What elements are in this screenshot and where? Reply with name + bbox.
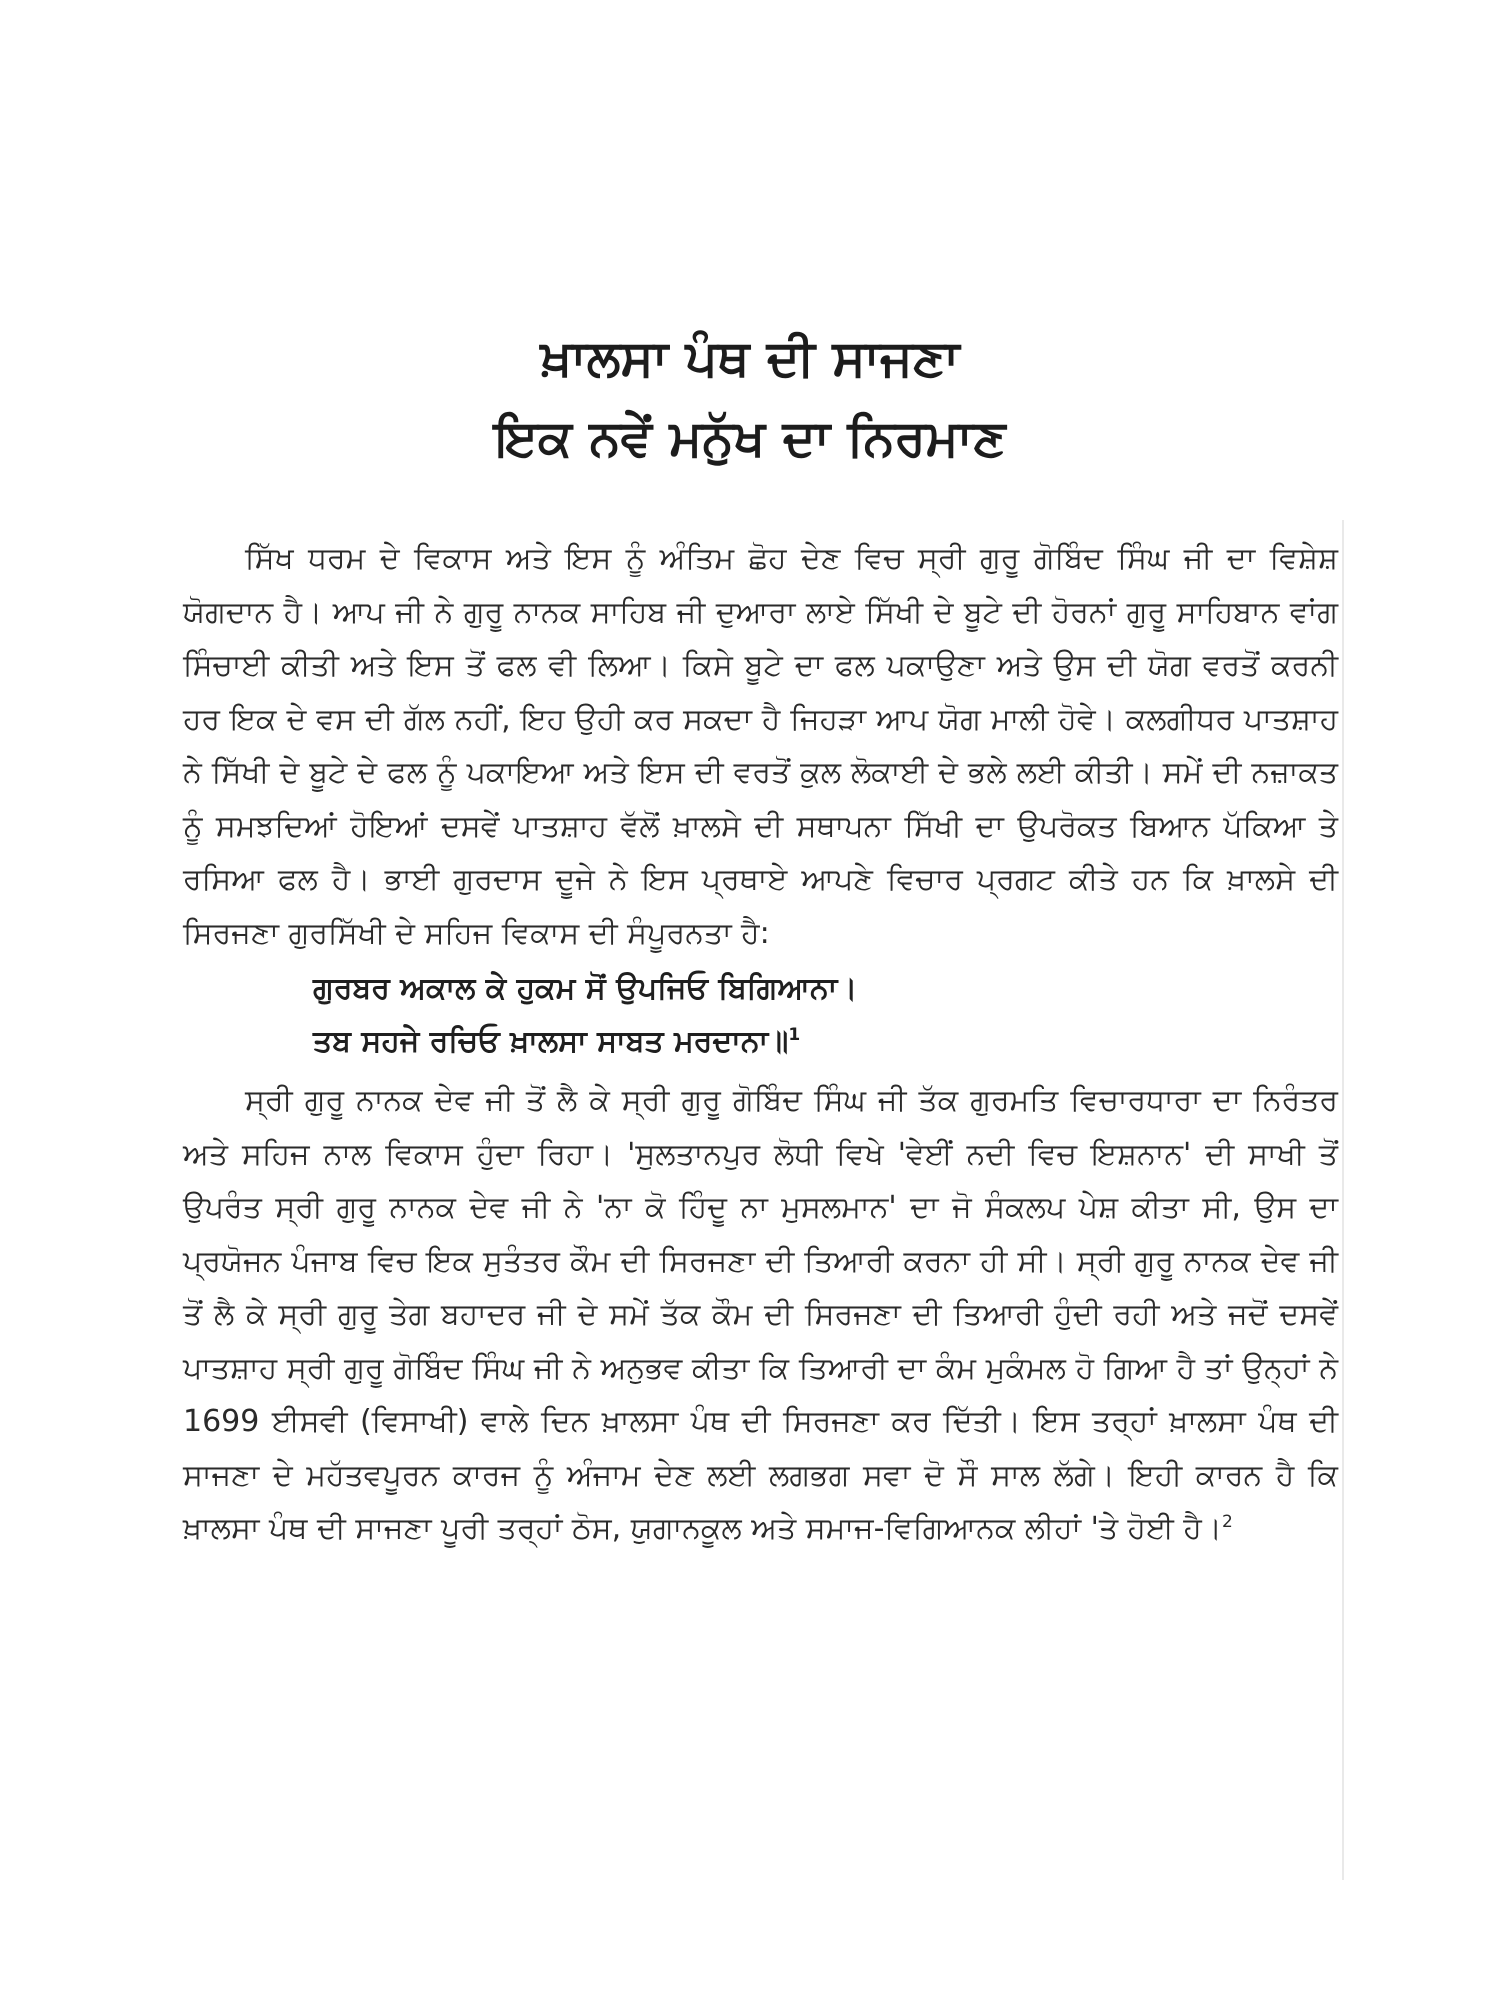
footnote-ref-1: 1 — [788, 1025, 801, 1045]
footnote-ref-2: 2 — [1222, 1512, 1233, 1532]
paragraph-1: ਸਿੱਖ ਧਰਮ ਦੇ ਵਿਕਾਸ ਅਤੇ ਇਸ ਨੂੰ ਅੰਤਿਮ ਛੋਹ ਦੇਣ ਵਿਚ ਸ੍ਰੀ ਗੁਰੂ ਗੋਬਿੰਦ ਸਿੰਘ ਜੀ ਦਾ ਵਿਸ਼ੇਸ਼ ਯੋਗਦਾਨ ਹੈ। ਆਪ ਜੀ ਨੇ ਗੁਰੂ ਨਾਨਕ ਸਾਹਿਬ ਜੀ ਦੁਆਰਾ ਲਾਏ ਸਿੱਖੀ ਦੇ ਬੂਟੇ ਦੀ ਹੋਰਨਾਂ ਗੁਰੂ ਸਾਹਿਬਾਨ ਵਾਂਗ ਸਿੰਚਾਈ ਕੀਤੀ ਅਤੇ ਇਸ ਤੋਂ ਫਲ ਵੀ ਲਿਆ। ਕਿਸੇ ਬੂਟੇ ਦਾ ਫਲ ਪਕਾਉਣਾ ਅਤੇ ਉਸ ਦੀ ਯੋਗ ਵਰਤੋਂ ਕਰਨੀ ਹਰ ਇਕ ਦੇ ਵਸ ਦੀ ਗੱਲ ਨਹੀਂ, ਇਹ ਉਹੀ ਕਰ ਸਕਦਾ ਹੈ ਜਿਹੜਾ ਆਪ ਯੋਗ ਮਾਲੀ ਹੋਵੇ। ਕਲਗੀਧਰ ਪਾਤਸ਼ਾਹ ਨੇ ਸਿੱਖੀ ਦੇ ਬੂਟੇ ਦੇ ਫਲ ਨੂੰ ਪਕਾਇਆ ਅਤੇ ਇਸ ਦੀ ਵਰਤੋਂ ਕੁਲ ਲੋਕਾਈ ਦੇ ਭਲੇ ਲਈ ਕੀਤੀ। ਸਮੇਂ ਦੀ ਨਜ਼ਾਕਤ ਨੂੰ ਸਮਝਦਿਆਂ ਹੋਇਆਂ ਦਸਵੇਂ ਪਾਤਸ਼ਾਹ ਵੱਲੋਂ ਖ਼ਾਲਸੇ ਦੀ ਸਥਾਪਨਾ ਸਿੱਖੀ ਦਾ ਉਪਰੋਕਤ ਬਿਆਨ ਪੱਕਿਆ ਤੇ ਰਸਿਆ ਫਲ ਹੈ। ਭਾਈ ਗੁਰਦਾਸ ਦੂਜੇ ਨੇ ਇਸ ਪ੍ਰਥਾਏ ਆਪਣੇ ਵਿਚਾਰ ਪ੍ਰਗਟ ਕੀਤੇ ਹਨ ਕਿ ਖ਼ਾਲਸੇ ਦੀ ਸਿਰਜਣਾ ਗੁਰਸਿੱਖੀ ਦੇ ਸਹਿਜ ਵਿਕਾਸ ਦੀ ਸੰਪੂਰਨਤਾ ਹੈ: — [183, 541, 1338, 951]
verse-line-2-text: ਤਬ ਸਹਜੇ ਰਚਿਓ ਖ਼ਾਲਸਾ ਸਾਬਤ ਮਰਦਾਨਾ॥ — [313, 1024, 789, 1059]
verse-line-1: ਗੁਰਬਰ ਅਕਾਲ ਕੇ ਹੁਕਮ ਸੋਂ ਉਪਜਿਓ ਬਿਗਿਆਨਾ। — [313, 971, 858, 1006]
chapter-title-line-1: ਖ਼ਾਲਸਾ ਪੰਥ ਦੀ ਸਾਜਣਾ — [540, 329, 960, 387]
verse-quote — [183, 962, 1338, 1068]
page-edge-shadow — [1342, 520, 1344, 1880]
paragraph-2 — [183, 1074, 1338, 1556]
paragraph-2-text: ਸ੍ਰੀ ਗੁਰੂ ਨਾਨਕ ਦੇਵ ਜੀ ਤੋਂ ਲੈ ਕੇ ਸ੍ਰੀ ਗੁਰੂ ਗੋਬਿੰਦ ਸਿੰਘ ਜੀ ਤੱਕ ਗੁਰਮਤਿ ਵਿਚਾਰਧਾਰਾ ਦਾ ਨਿਰੰਤਰ ਅਤੇ ਸਹਿਜ ਨਾਲ ਵਿਕਾਸ ਹੁੰਦਾ ਰਿਹਾ। 'ਸੁਲਤਾਨਪੁਰ ਲੋਧੀ ਵਿਖੇ 'ਵੇਈਂ ਨਦੀ ਵਿਚ ਇਸ਼ਨਾਨ' ਦੀ ਸਾਖੀ ਤੋਂ ਉਪਰੰਤ ਸ੍ਰੀ ਗੁਰੂ ਨਾਨਕ ਦੇਵ ਜੀ ਨੇ 'ਨਾ ਕੋ ਹਿੰਦੂ ਨਾ ਮੁਸਲਮਾਨ' ਦਾ ਜੋ ਸੰਕਲਪ ਪੇਸ਼ ਕੀਤਾ ਸੀ, ਉਸ ਦਾ ਪ੍ਰਯੋਜਨ ਪੰਜਾਬ ਵਿਚ ਇਕ ਸੁਤੰਤਰ ਕੌਮ ਦੀ ਸਿਰਜਣਾ ਦੀ ਤਿਆਰੀ ਕਰਨਾ ਹੀ ਸੀ। ਸ੍ਰੀ ਗੁਰੂ ਨਾਨਕ ਦੇਵ ਜੀ ਤੋਂ ਲੈ ਕੇ ਸ੍ਰੀ ਗੁਰੂ ਤੇਗ ਬਹਾਦਰ ਜੀ ਦੇ ਸਮੇਂ ਤੱਕ ਕੌਮ ਦੀ ਸਿਰਜਣਾ ਦੀ ਤਿਆਰੀ ਹੁੰਦੀ ਰਹੀ ਅਤੇ ਜਦੋਂ ਦਸਵੇਂ ਪਾਤਸ਼ਾਹ ਸ੍ਰੀ ਗੁਰੂ ਗੋਬਿੰਦ ਸਿੰਘ ਜੀ ਨੇ ਅਨੁਭਵ ਕੀਤਾ ਕਿ ਤਿਆਰੀ ਦਾ ਕੰਮ ਮੁਕੰਮਲ ਹੋ ਗਿਆ ਹੈ ਤਾਂ ਉਨ੍ਹਾਂ ਨੇ 1699 ਈਸਵੀ (ਵਿਸਾਖੀ) ਵਾਲੇ ਦਿਨ ਖ਼ਾਲਸਾ ਪੰਥ ਦੀ ਸਿਰਜਣਾ ਕਰ ਦਿੱਤੀ। ਇਸ ਤਰ੍ਹਾਂ ਖ਼ਾਲਸਾ ਪੰਥ ਦੀ ਸਾਜਣਾ ਦੇ ਮਹੱਤਵਪੂਰਨ ਕਾਰਜ ਨੂੰ ਅੰਜਾਮ ਦੇਣ ਲਈ ਲਗਭਗ ਸਵਾ ਦੋ ਸੌ ਸਾਲ ਲੱਗੇ। ਇਹੀ ਕਾਰਨ ਹੈ ਕਿ ਖ਼ਾਲਸਾ ਪੰਥ ਦੀ ਸਾਜਣਾ ਪੂਰੀ ਤਰ੍ਹਾਂ ਠੋਸ, ਯੁਗਾਨਕੂਲ ਅਤੇ ਸਮਾਜ-ਵਿਗਿਆਨਕ ਲੀਹਾਂ 'ਤੇ ਹੋਈ ਹੈ। — [183, 1083, 1338, 1546]
chapter-title-line-2: ਇਕ ਨਵੇਂ ਮਨੁੱਖ ਦਾ ਨਿਰਮਾਣ — [494, 409, 1006, 467]
chapter-title — [0, 318, 1500, 478]
verse-line-2 — [183, 1015, 1338, 1068]
body-text — [183, 532, 1338, 1556]
